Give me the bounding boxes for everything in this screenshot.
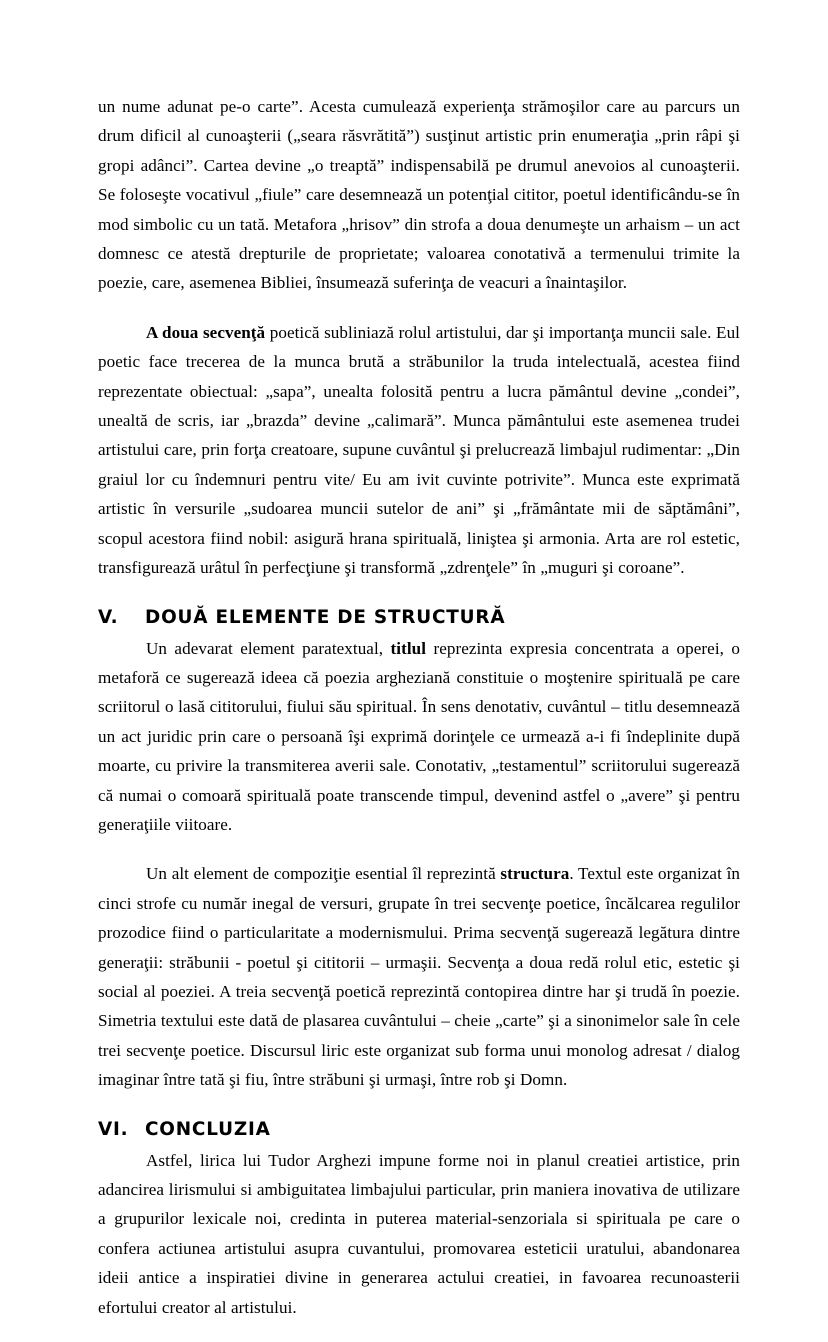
- paragraph-spacer: [98, 839, 740, 859]
- paragraph-spacer: [98, 583, 740, 603]
- emphasis-term: structura: [500, 864, 570, 884]
- paragraph-spacer: [98, 1322, 740, 1342]
- paragraph-a-doua-secventa: [98, 318, 740, 583]
- heading-concluzia: [98, 1115, 740, 1145]
- emphasis-term: titlul: [390, 638, 427, 658]
- paragraph-titlul: [98, 634, 740, 840]
- section-title: CONCLUZIA: [145, 1118, 271, 1140]
- paragraph-text: poetică subliniază rolul artistului, dar şi importanţa muncii sale. Eul poetic face trecerea de la munca brută a străbunilor la truda intelectuală, acestea fiind reprezentate obiectual: „sapa”, unealta folosită pentru a lucra pământul devine „condei”, unealtă de scris, iar „brazda” devine „calimară”. Munca pământului este asemenea trudei artistului care, prin forţa creatoare, supune cuvântul şi prelucrează limbajul rudimentar: „Din graiul lor cu îndemnuri pentru vite/ Eu am ivit cuvinte potrivite”. Munca este exprimată artistic în versurile „sudoarea muncii sutelor de ani” şi „frământate mii de săptămâni”, scopul acestora fiind nobil: asigură hrana spirituală, liniştea şi armonia. Arta are rol estetic, transfigurează urâtul în perfecţiune şi transformă „zdrenţele” în „muguri şi coroane”.: [98, 322, 740, 578]
- paragraph-structura: [98, 859, 740, 1094]
- paragraph-text: un nume adunat pe-o carte”. Acesta cumulează experienţa strămoşilor care au parcurs un drum dificil al cunoaşterii („seara răsvrătită”) susţinut artistic prin enumeraţia „prin râpi şi gropi adânci”. Cartea devine „o treaptă” indispensabilă pe drumul anevoios al cunoaşterii. Se foloseşte vocativul „fiule” care desemnează un potenţial cititor, poetul identificându-se în mod simbolic cu un tată. Metafora „hrisov” din strofa a doua denumeşte un arhaism – un act domnesc ce atestă drepturile de proprietate; valoarea conotativă a termenului trimite la poezie, care, asemenea Bibliei, însumează suferinţa de veacuri a înaintaşilor.: [98, 97, 740, 293]
- paragraph-text: reprezinta expresia concentrata a operei, o metaforă ce sugerează ideea că poezia argheziană constituie o moştenire spirituală pe care scriitorul o lasă cititorului, fiului său spiritual. În sens denotativ, cuvântul – titlu desemnează un act juridic prin care o persoană îşi exprimă dorinţele ce urmează a-i fi îndeplinite după moarte, cu privire la transmiterea averii sale. Conotativ, „testamentul” scriitorului sugerează că numai o comoară spirituală poate transcende timpul, devenind astfel o „avere” şi pentru generaţiile viitoare.: [98, 638, 740, 834]
- document-body: [98, 92, 740, 1342]
- paragraph-text: Un adevarat element paratextual,: [146, 638, 391, 658]
- paragraph-text: Astfel, lirica lui Tudor Arghezi impune forme noi in planul creatiei artistice, prin adancirea lirismului si ambiguitatea limbajului particular, prin maniera inovativa de utilizare a grupurilor lexicale noi, credinta in puterea material-senzoriala si spirituala pe care o confera actiunea artistului asupra cuvantului, promovarea esteticii uratului, abandonarea ideii antice a inspiratiei divine in generarea actului creatiei, in favoarea recunoasterii efortului creator al artistului.: [98, 1150, 740, 1317]
- paragraph-prima-secventa-continuare: [98, 92, 740, 298]
- paragraph-spacer: [98, 298, 740, 318]
- section-numeral: V.: [98, 606, 119, 628]
- paragraph-concluzia: [98, 1146, 740, 1322]
- paragraph-spacer: [98, 1095, 740, 1115]
- heading-doua-elemente-de-structura: [98, 603, 740, 633]
- section-title: DOUĂ ELEMENTE DE STRUCTURĂ: [145, 606, 506, 628]
- paragraph-text: . Textul este organizat în cinci strofe cu număr inegal de versuri, grupate în trei secvenţe poetice, încălcarea regulilor prozodice fiind o particularitate a modernismului. Prima secvenţă sugerează legătura dintre generaţii: străbunii - poetul şi cititorii – urmaşii. Secvenţa a doua redă rolul etic, estetic şi social al poeziei. A treia secvenţă poetică reprezintă contopirea dintre har şi trudă în poezie. Simetria textului este dată de plasarea cuvântului – cheie „carte” şi a sinonimelor sale în cele trei secvenţe poetice. Discursul liric este organizat sub forma unui monolog adresat / dialog imaginar între tată şi fiu, între străbuni şi urmaşi, între rob şi Domn.: [98, 864, 740, 1090]
- section-numeral: VI.: [98, 1118, 129, 1140]
- paragraph-text: Un alt element de compoziţie esential îl reprezintă: [146, 864, 501, 884]
- emphasis-term: A doua secvenţă: [146, 322, 266, 342]
